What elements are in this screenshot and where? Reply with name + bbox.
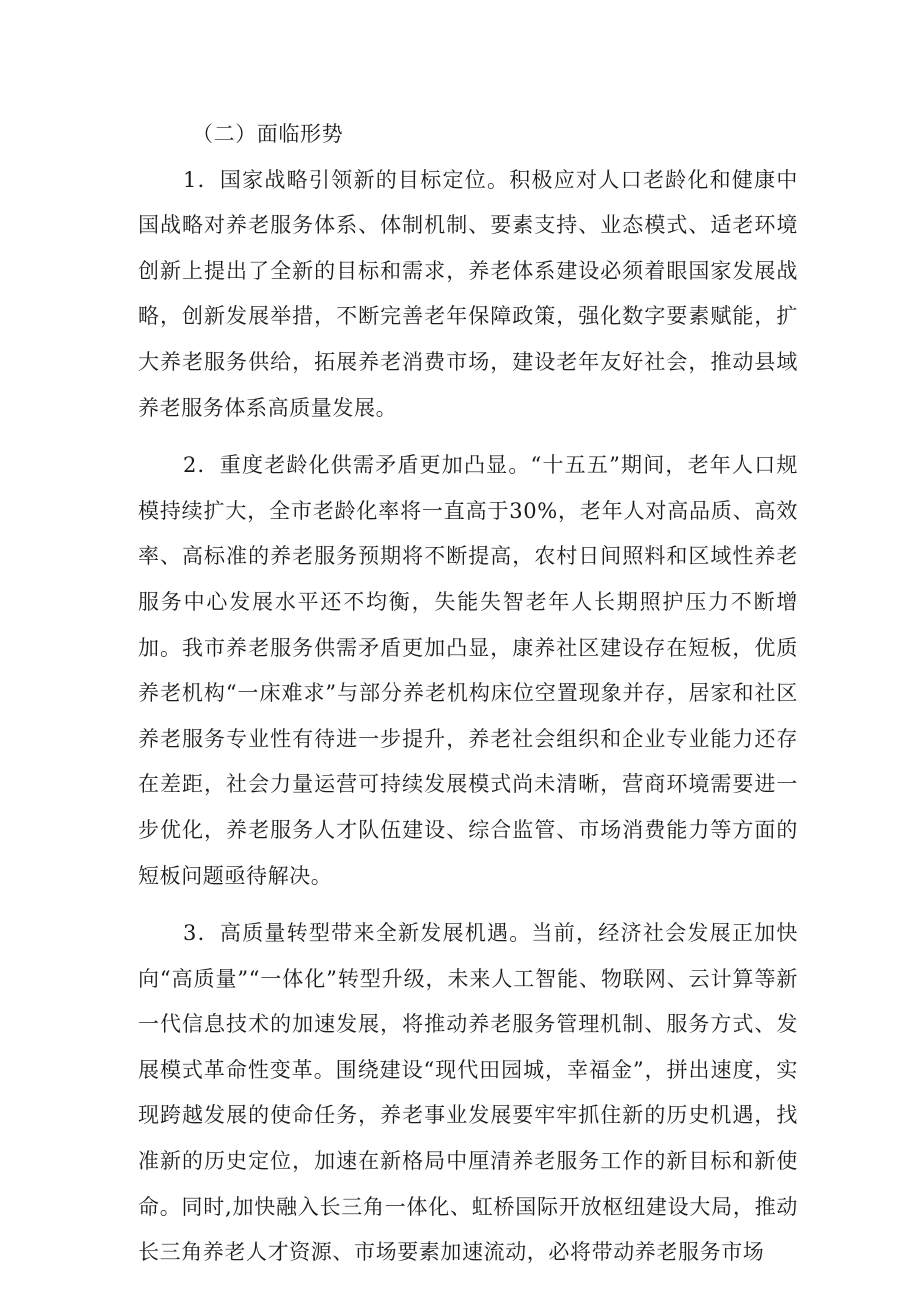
paragraph-high-quality-transformation: 3．高质量转型带来全新发展机遇。当前，经济社会发展正加快向“高质量”“一体化”转型升级，未来人工智能、物联网、云计算等新一代信息技术的加速发展，将推动养老服务管理机制、服务方式、发展模式革命性变革。围绕建设“现代田园城，幸福金”，拼出速度，实现跨越发展的使命任务，养老事业发展要牢牢抓住新的历史机遇，找准新的历史定位，加速在新格局中厘清养老服务工作的新目标和新使命。同时,加快融入长三角一体化、虹桥国际开放枢纽建设大局，推动长三角养老人才资源、市场要素加速流动，必将带动养老服务市场 <box>138 921 798 1265</box>
document-body <box>138 112 798 1288</box>
paragraph-aging-supply-demand: 2．重度老龄化供需矛盾更加凸显。“十五五”期间，老年人口规模持续扩大，全市老龄化率将一直高于30%，老年人对高品质、高效率、高标准的养老服务预期将不断提高，农村日间照料和区域性养老服务中心发展水平还不均衡，失能失智老年人长期照护压力不断增加。我市养老服务供需矛盾更加凸显，康养社区建设存在短板，优质养老机构“一床难求”与部分养老机构床位空置现象并存，居家和社区养老服务专业性有待进一步提升，养老社会组织和企业专业能力还存在差距，社会力量运营可持续发展模式尚未清晰，营商环境需要进一步优化，养老服务人才队伍建设、综合监管、市场消费能力等方面的短板问题亟待解决。 <box>138 453 798 888</box>
section-heading: （二）面临形势 <box>192 122 344 146</box>
paragraph-national-strategy: 1．国家战略引领新的目标定位。积极应对人口老龄化和健康中国战略对养老服务体系、体制机制、要素支持、业态模式、适老环境创新上提出了全新的目标和需求，养老体系建设必须着眼国家发展战略，创新发展举措，不断完善老年保障政策，强化数字要素赋能，扩大养老服务供给，拓展养老消费市场，建设老年友好社会，推动县域养老服务体系高质量发展。 <box>138 167 798 420</box>
